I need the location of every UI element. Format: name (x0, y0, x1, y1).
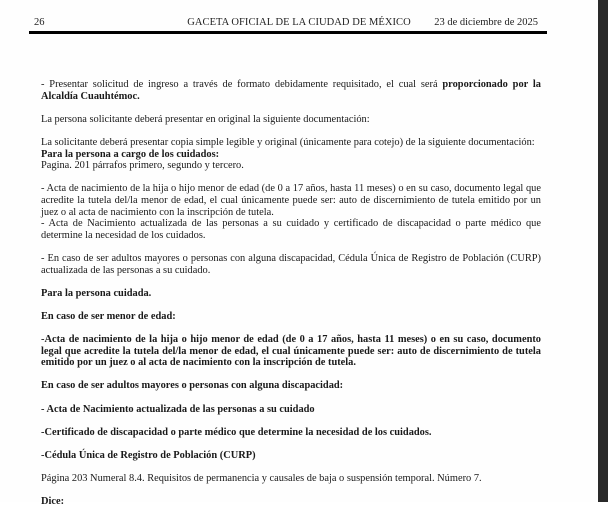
item-curp: -Cédula Única de Registro de Población (CURP) (41, 450, 256, 461)
paragraph-page-203-reference: Página 203 Numeral 8.4. Requisitos de permanencia y causales de baja o suspensión temporal. Número 7. (41, 473, 482, 485)
item-birth-certificate: - Acta de Nacimiento actualizada de las personas a su cuidado (41, 403, 315, 415)
paragraph-original-docs: La persona solicitante deberá presentar en original la siguiente documentación: (41, 113, 370, 125)
heading-adults: En caso de ser adultos mayores o personas con alguna discapacidad: (41, 380, 344, 392)
heading-caregiver: Para la persona a cargo de los cuidados: (41, 148, 220, 160)
paragraph-birth-certificate-minor: - Acta de nacimiento de la hija o hijo menor de edad (de 0 a 17 años, hasta 11 meses) o en su caso, documento legal que acredite la tutela del/la menor de edad, el cual únicamente puede ser: auto de discernimiento de tutela emitido por un juez o al acta de nacimiento con la inscripción de tutela. (41, 183, 541, 218)
publication-date: 23 de diciembre de 2025 (434, 17, 538, 28)
request-form-text: - Presentar solicitud de ingreso a través de formato debidamente requisitado, el cual será (41, 79, 443, 90)
request-form-emphasis: proporcionado por la Alcaldía Cuauhtémoc. (41, 79, 541, 102)
paragraph-copy-docs: La solicitante deberá presentar copia simple legible y original (únicamente para cotejo) de la siguiente documentación: (41, 136, 535, 148)
item-disability-certificate: -Certificado de discapacidad o parte médico que determine la necesidad de los cuidados. (41, 426, 432, 438)
heading-cared-person: Para la persona cuidada. (41, 287, 152, 299)
heading-dice: Dice: (41, 496, 65, 508)
paragraph-birth-certificate-minor-bold: -Acta de nacimiento de la hija o hijo menor de edad (de 0 a 17 años, hasta 11 meses) o en su caso, documento legal que acredite la tutela del/la menor de edad, el cual únicamente puede ser: auto de discernimiento de tutela emitido por un juez o al acta de nacimiento con la inscripción de tutela. (41, 334, 541, 369)
publication-title: GACETA OFICIAL DE LA CIUDAD DE MÉXICO (187, 17, 411, 28)
document-body (41, 79, 541, 508)
viewer-edge-strip (598, 0, 608, 502)
header-rule (29, 31, 547, 34)
heading-minor: En caso de ser menor de edad: (41, 310, 176, 322)
paragraph-birth-certificate-dependents: - Acta de Nacimiento actualizada de las personas a su cuidado y certificado de discapacidad o parte médico que determine la necesidad de los cuidados. (41, 218, 541, 241)
page-number: 26 (34, 17, 45, 28)
paragraph-curp-adults: - En caso de ser adultos mayores o personas con alguna discapacidad, Cédula Única de Registro de Población (CURP) actualizada de las personas a su cuidado. (41, 252, 541, 276)
paragraph-request-form (41, 79, 541, 102)
paragraph-page-reference: Pagina. 201 párrafos primero, segundo y tercero. (41, 160, 244, 172)
